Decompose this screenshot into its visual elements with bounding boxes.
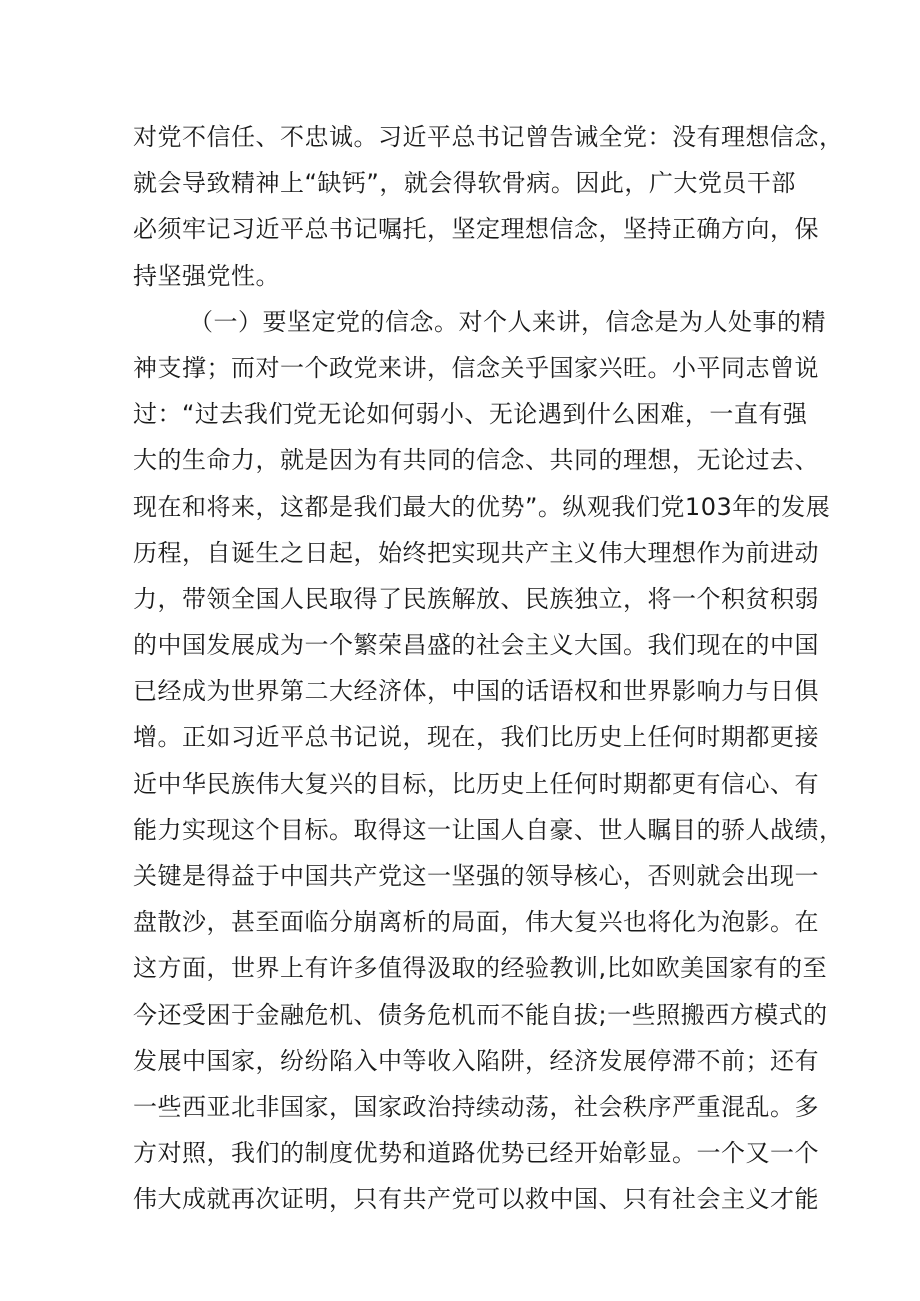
paragraph-line: 今还受困于金融危机、债务危机而不能自拔;一些照搬西方模式的 [133,1000,828,1029]
paragraph-line: 能力实现这个目标。取得这一让国人自豪、世人瞩目的骄人战绩， [133,815,844,844]
paragraph-line: 过：“过去我们党无论如何弱小、无论遇到什么困难，一直有强 [133,400,808,429]
paragraph-line: 持坚强党性。 [133,261,280,290]
paragraph-line: 方对照，我们的制度优势和道路优势已经开始彰显。一个又一个 [133,1139,819,1168]
paragraph-line: 盘散沙，甚至面临分崩离析的局面，伟大复兴也将化为泡影。在 [133,908,819,937]
paragraph-line: 大的生命力，就是因为有共同的信念、共同的理想，无论过去、 [133,446,819,475]
paragraph-line: 历程，自诞生之日起，始终把实现共产主义伟大理想作为前进动 [133,538,819,567]
paragraph-line: 力，带领全国人民取得了民族解放、民族独立，将一个积贫积弱 [133,584,819,613]
paragraph-line: 增。正如习近平总书记说，现在，我们比历史上任何时期都更接 [133,723,819,752]
paragraph-line: 的中国发展成为一个繁荣昌盛的社会主义大国。我们现在的中国 [133,631,819,660]
paragraph-line: 必须牢记习近平总书记嘱托，坚定理想信念，坚持正确方向，保 [133,215,819,244]
paragraph-line: 对党不信任、不忠诚。习近平总书记曾告诫全党：没有理想信念， [133,123,844,151]
paragraph-line: 现在和将来，这都是我们最大的优势”。纵观我们党103年的发展 [133,492,831,521]
paragraph-line: 伟大成就再次证明，只有共产党可以救中国、只有社会主义才能 [133,1185,819,1214]
paragraph-line: 关键是得益于中国共产党这一坚强的领导核心，否则就会出现一 [133,862,819,890]
paragraph-line: 这方面，世界上有许多值得汲取的经验教训,比如欧美国家有的至 [133,954,828,983]
document-body [133,114,844,1223]
paragraph-line: 就会导致精神上“缺钙”，就会得软骨病。因此，广大党员干部 [133,169,796,198]
paragraph-line: （一）要坚定党的信念。对个人来讲，信念是为人处事的精 [189,307,826,336]
paragraph-line: 已经成为世界第二大经济体，中国的话语权和世界影响力与日俱 [133,677,819,706]
paragraph-line: 发展中国家，纷纷陷入中等收入陷阱，经济发展停滞不前；还有 [133,1046,819,1075]
paragraph-line: 一些西亚北非国家，国家政治持续动荡，社会秩序严重混乱。多 [133,1092,819,1121]
paragraph-2 [133,299,844,1223]
paragraph-1 [133,114,844,299]
paragraph-line: 神支撑；而对一个政党来讲，信念关乎国家兴旺。小平同志曾说 [133,353,819,382]
paragraph-line: 近中华民族伟大复兴的目标，比历史上任何时期都更有信心、有 [133,769,819,798]
